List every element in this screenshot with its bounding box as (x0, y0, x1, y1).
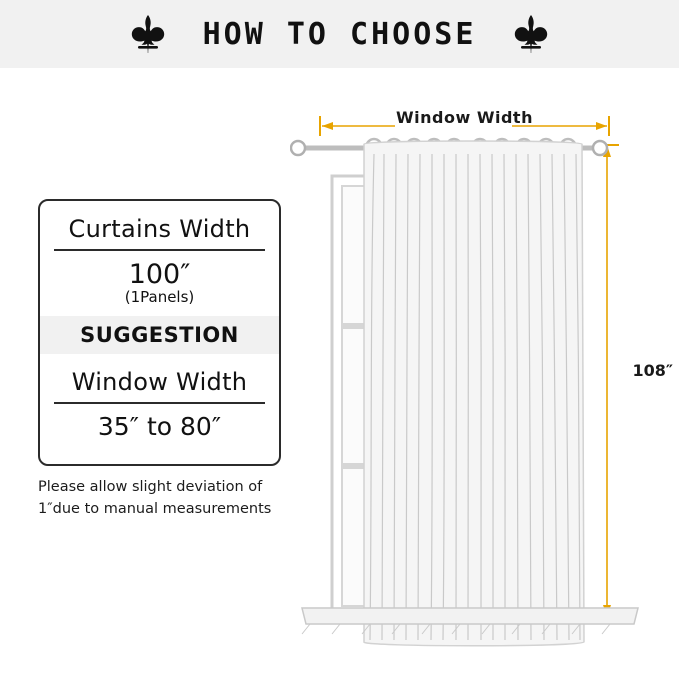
divider-bottom (54, 402, 265, 404)
deviation-note-line1: Please allow slight deviation of (38, 479, 263, 495)
curtains-width-value: 100″ (128, 259, 191, 290)
window-height-dimension-label: 108″ (632, 361, 673, 380)
window-curtain-illustration (280, 88, 679, 636)
window-width-range: 35″ to 80″ (97, 412, 222, 441)
divider-top (54, 249, 265, 251)
deviation-note (38, 476, 294, 521)
diagram-stage (0, 68, 679, 636)
fleur-de-lis-icon-left (119, 13, 177, 55)
fleur-de-lis-icon-right (502, 13, 560, 55)
suggestion-band (40, 316, 279, 354)
curtains-width-label: Curtains Width (68, 215, 251, 243)
curtain-panel (364, 141, 584, 646)
panels-note: (1Panels) (124, 288, 195, 306)
window-width-label: Window Width (71, 368, 248, 396)
size-info-card (38, 199, 281, 466)
floor-strip (300, 600, 640, 636)
suggestion-label: SUGGESTION (80, 323, 239, 347)
deviation-note-line2: 1″due to manual measurements (38, 501, 272, 518)
header-banner (0, 0, 679, 68)
window-width-dimension-label: Window Width (396, 108, 533, 127)
page-title: HOW TO CHOOSE (202, 16, 477, 52)
